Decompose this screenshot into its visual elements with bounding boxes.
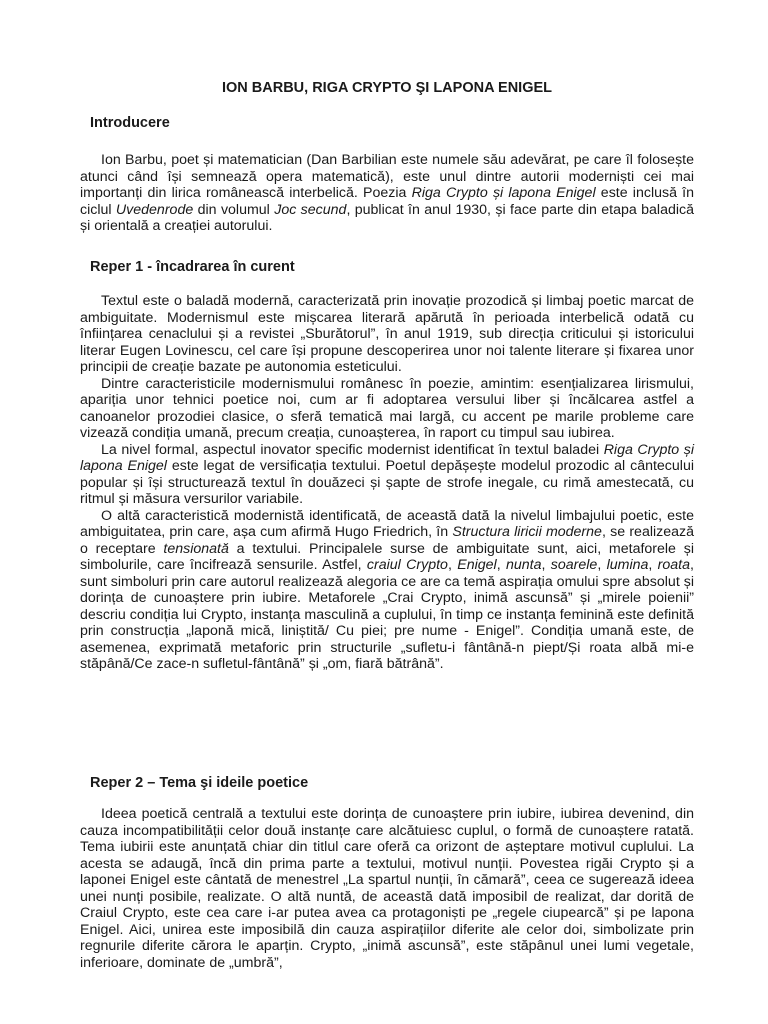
text-run: este inclusă în ciclul xyxy=(80,185,694,218)
paragraph xyxy=(80,508,694,673)
section-heading-reper-1: Reper 1 - încadrarea în curent xyxy=(90,259,295,275)
document-title: ION BARBU, RIGA CRYPTO ŞI LAPONA ENIGEL xyxy=(221,80,553,96)
text-run: , xyxy=(648,557,658,573)
italic-text: Riga Crypto și lapona Enigel xyxy=(80,441,694,474)
italic-text: craiul Crypto xyxy=(366,557,448,573)
italic-text: roata xyxy=(657,557,691,573)
text-run: La nivel formal, aspectul inovator specific modernist identificat în textul baladei xyxy=(101,441,604,458)
text-run: , sunt simboluri prin care autorul realizează alegoria ce are ca temă aspirația omului spre absolut și dorința de cunoaștere prin iubire. Metaforele „Crai Crypto, inimă ascunsă” și „mirele poienii” descriu condiția lui Crypto, instanța masculină a cuplului, în timp ce instanța feminină este definită prin construcția „laponă mică, liniștită/ Cu piei; pre nume - Enigel”. Condiția umană este, de asemenea, exprimată metaforic prin structurile „sufletu-i fântână-n piept/Și roata albă mi-e stăpână/Ce zace-n sufletul-fântână” și „om, fiară bătrână”. xyxy=(80,557,694,672)
text-run: , se realizează o receptare xyxy=(80,524,694,557)
italic-text: Enigel xyxy=(457,557,497,573)
section-heading-introducere: Introducere xyxy=(90,115,170,131)
paragraph xyxy=(80,376,694,442)
text-run: Ideea poetică centrală a textului este dorința de cunoaștere prin iubire, iubirea devenind, din cauza incompatibilității celor două instanțe care alcătuiesc cuplul, o formă de cunoaștere ratată. Tema iubirii este anunțată chiar din titlul care oferă ca orizont de așteptare motivul cuplului. La acesta se adaugă, încă din prima parte a textului, motivul nunții. Povestea rigăi Crypto și a laponei Enigel este cântată de menestrel „La spartul nunții, în cămară”, ceea ce sugerează ideea unei nunți posibile, realizate. O altă nuntă, de această dată imposibil de realizat, dar dorită de Craiul Crypto, este cea care i-ar putea avea ca protagoniști pe „regele ciupearcă” și pe lapona Enigel. Aici, unirea este imposibilă din cauza aspirațiilor diferite ale celor doi, simbolizate prin regnurile diferite cărora le aparțin. Crypto, „inimă ascunsă”, este stăpânul unei lumi vegetale, inferioare, dominate de „umbră”, xyxy=(80,806,694,971)
paragraph xyxy=(80,806,694,971)
italic-text: lumina xyxy=(606,557,649,573)
text-run: Dintre caracteristicile modernismului românesc în poezie, amintim: esențializarea lirismului, apariția unor tehnici poetice noi, cum ar fi adoptarea versului liber și încălcarea astfel a canoanelor prozodiei clasice, o sferă tematică mai largă, cu accent pe marile probleme care vizează condiția umană, precum creația, cunoașterea, în raport cu timpul sau iubirea. xyxy=(80,375,694,441)
section-introducere-body xyxy=(80,152,694,235)
text-run: Ion Barbu, poet și matematician (Dan Barbilian este numele său adevărat, pe care îl folosește atunci când își semnează opera matematică), este unul dintre autorii moderniști cei mai importanți din lirica românească interbelică. Poezia xyxy=(80,152,694,201)
italic-text: soarele xyxy=(550,557,598,573)
paragraph xyxy=(80,442,694,508)
text-run: , xyxy=(597,557,607,573)
italic-text: tensionată xyxy=(163,540,229,557)
text-run: O altă caracteristică modernistă identificată, de această dată la nivelul limbajului poetic, este ambiguitatea, prin care, așa cum afirmă Hugo Friedrich, în xyxy=(80,507,694,540)
text-run: , publicat în anul 1930, și face parte din etapa baladică și orientală a creației autorului. xyxy=(80,201,694,234)
section-reper-2-body xyxy=(80,806,694,971)
text-run: din volumul xyxy=(193,201,275,218)
text-run: , xyxy=(541,557,551,573)
italic-text: Riga Crypto și lapona Enigel xyxy=(411,185,596,201)
italic-text: Uvedenrode xyxy=(115,201,194,218)
italic-text: nunta xyxy=(505,557,542,573)
text-run: Textul este o baladă modernă, caracterizată prin inovație prozodică și limbaj poetic marcat de ambiguitate. Modernismul este mișcarea literară apărută în perioada interbelică odată cu înființarea cenaclului și a revistei „Sburătorul”, în anul 1919, sub direcția criticului și istoricului literar Eugen Lovinescu, cel care își propune descoperirea unor noi talente literare și fixarea unor principii de creație bazate pe autonomia esteticului. xyxy=(80,293,694,375)
section-reper-1-body xyxy=(80,293,694,673)
italic-text: Structura liricii moderne xyxy=(452,524,602,540)
text-run: a textului. Principalele surse de ambiguitate sunt, aici, metaforele și simbolurile, care încifrează sensurile. Astfel, xyxy=(80,540,694,573)
italic-text: Joc secund xyxy=(274,201,347,218)
section-heading-reper-2: Reper 2 – Tema şi ideile poetice xyxy=(90,775,309,791)
text-run: , xyxy=(496,557,506,573)
text-run: este legat de versificația textului. Poetul depășește modelul prozodic al cântecului popular și își structurează textul în douăzeci și șapte de strofe inegale, cu rimă amestecată, cu ritmul și măsura versurilor variabile. xyxy=(80,458,694,507)
paragraph xyxy=(80,152,694,235)
paragraph xyxy=(80,293,694,376)
text-run: , xyxy=(447,557,458,573)
